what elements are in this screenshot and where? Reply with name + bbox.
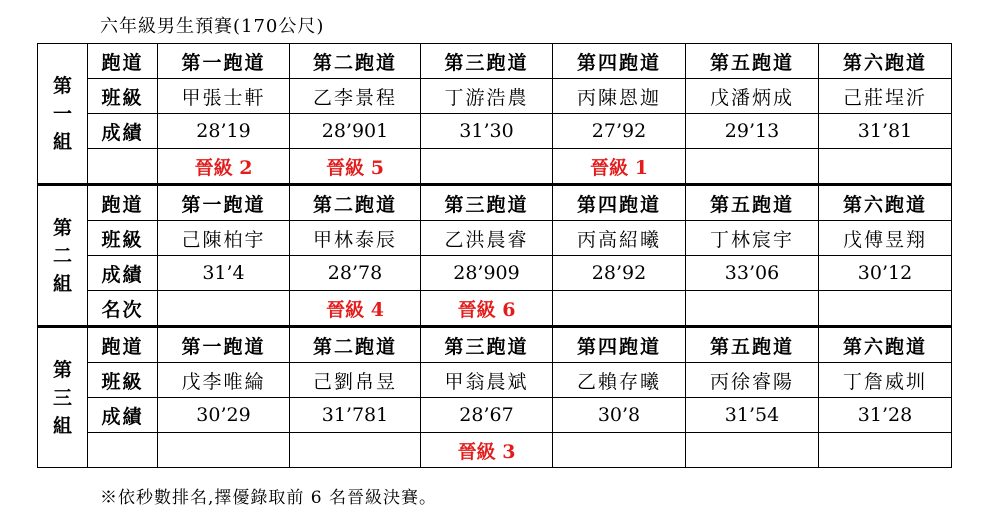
athlete-name: 己陳柏宇 (158, 221, 290, 256)
athlete-name: 己劉帛昱 (290, 363, 421, 398)
lane-header: 第五跑道 (686, 327, 819, 363)
athlete-name: 戊傅昱翔 (819, 221, 952, 256)
row-label: 班級 (88, 79, 158, 114)
race-time: 29’13 (686, 114, 819, 149)
group-label-char: 第 (52, 358, 72, 381)
lane-header: 第一跑道 (158, 327, 290, 363)
group-3-row-class (38, 363, 952, 398)
race-time: 28’909 (421, 256, 553, 291)
advance-status (686, 433, 819, 468)
group-label-char: 第 (52, 216, 72, 239)
row-label: 成績 (88, 114, 158, 149)
athlete-name: 戊潘炳成 (686, 79, 819, 114)
advance-status (819, 149, 952, 185)
group-1-row-class (38, 79, 952, 114)
lane-header: 第三跑道 (421, 185, 553, 221)
group-2-row-class (38, 221, 952, 256)
group-1-row-time (38, 114, 952, 149)
row-label: 班級 (88, 221, 158, 256)
lane-header: 第三跑道 (421, 44, 553, 79)
race-time: 31’4 (158, 256, 290, 291)
row-label: 跑道 (88, 44, 158, 79)
row-label: 跑道 (88, 185, 158, 221)
race-time: 28’78 (290, 256, 421, 291)
race-time: 28’19 (158, 114, 290, 149)
athlete-name: 乙李景程 (290, 79, 421, 114)
row-label: 成績 (88, 256, 158, 291)
race-time: 30’29 (158, 398, 290, 433)
athlete-name: 丁林宸宇 (686, 221, 819, 256)
athlete-name: 丙徐睿陽 (686, 363, 819, 398)
race-time: 31’54 (686, 398, 819, 433)
race-time: 31’781 (290, 398, 421, 433)
advance-status (421, 149, 553, 185)
advance-status: 晉級 2 (158, 149, 290, 185)
advance-status (819, 433, 952, 468)
athlete-name: 甲翁晨斌 (421, 363, 553, 398)
group-label-char: 組 (52, 130, 72, 153)
group-label-char: 三 (52, 386, 72, 409)
athlete-name: 乙洪晨睿 (421, 221, 553, 256)
group-2-row-time (38, 256, 952, 291)
lane-header: 第四跑道 (553, 327, 686, 363)
lane-header: 第四跑道 (553, 185, 686, 221)
race-time: 30’8 (553, 398, 686, 433)
advance-status: 晉級 6 (421, 291, 553, 327)
group-3-row-advance (38, 433, 952, 468)
page-title: 六年級男生預賽(170公尺) (100, 16, 325, 37)
results-table (37, 43, 952, 468)
row-label: 名次 (88, 291, 158, 327)
advance-status (158, 433, 290, 468)
race-time: 27’92 (553, 114, 686, 149)
group-label (38, 327, 88, 468)
race-time: 33’06 (686, 256, 819, 291)
athlete-name: 己莊埕沂 (819, 79, 952, 114)
lane-header: 第一跑道 (158, 185, 290, 221)
group-label-char: 二 (52, 244, 72, 267)
lane-header: 第一跑道 (158, 44, 290, 79)
athlete-name: 丙高紹曦 (553, 221, 686, 256)
group-3-row-time (38, 398, 952, 433)
advance-status (819, 291, 952, 327)
athlete-name: 甲張士軒 (158, 79, 290, 114)
race-time: 28’67 (421, 398, 553, 433)
group-3-row-lane (38, 327, 952, 363)
group-label-char: 第 (52, 74, 72, 97)
group-2-row-lane (38, 185, 952, 221)
race-time: 31’28 (819, 398, 952, 433)
race-time: 31’30 (421, 114, 553, 149)
lane-header: 第六跑道 (819, 185, 952, 221)
group-label-char: 組 (52, 414, 72, 437)
athlete-name: 乙賴存曦 (553, 363, 686, 398)
row-label: 跑道 (88, 327, 158, 363)
results-body (38, 44, 952, 468)
race-time: 30’12 (819, 256, 952, 291)
group-1-row-advance (38, 149, 952, 185)
advance-status (290, 433, 421, 468)
row-label: 成績 (88, 398, 158, 433)
athlete-name: 丁詹威圳 (819, 363, 952, 398)
advance-status: 晉級 3 (421, 433, 553, 468)
race-time: 28’901 (290, 114, 421, 149)
advance-status (158, 291, 290, 327)
lane-header: 第五跑道 (686, 44, 819, 79)
athlete-name: 戊李唯綸 (158, 363, 290, 398)
lane-header: 第三跑道 (421, 327, 553, 363)
advance-status: 晉級 5 (290, 149, 421, 185)
advance-status (553, 291, 686, 327)
advance-status: 晉級 1 (553, 149, 686, 185)
footnote: ※依秒數排名,擇優錄取前 6 名晉級決賽。 (100, 488, 438, 508)
lane-header: 第六跑道 (819, 44, 952, 79)
athlete-name: 丁游浩農 (421, 79, 553, 114)
group-label (38, 185, 88, 327)
advance-status (686, 291, 819, 327)
row-label: 班級 (88, 363, 158, 398)
lane-header: 第二跑道 (290, 44, 421, 79)
advance-status (553, 433, 686, 468)
lane-header: 第二跑道 (290, 327, 421, 363)
athlete-name: 甲林泰辰 (290, 221, 421, 256)
group-label-char: 一 (52, 102, 72, 125)
advance-status (686, 149, 819, 185)
group-label (38, 44, 88, 185)
advance-status: 晉級 4 (290, 291, 421, 327)
group-2-row-advance (38, 291, 952, 327)
group-1-row-lane (38, 44, 952, 79)
lane-header: 第五跑道 (686, 185, 819, 221)
race-time: 28’92 (553, 256, 686, 291)
row-label (88, 433, 158, 468)
lane-header: 第二跑道 (290, 185, 421, 221)
lane-header: 第六跑道 (819, 327, 952, 363)
athlete-name: 丙陳恩迦 (553, 79, 686, 114)
row-label (88, 149, 158, 185)
group-label-char: 組 (52, 272, 72, 295)
race-time: 31’81 (819, 114, 952, 149)
lane-header: 第四跑道 (553, 44, 686, 79)
